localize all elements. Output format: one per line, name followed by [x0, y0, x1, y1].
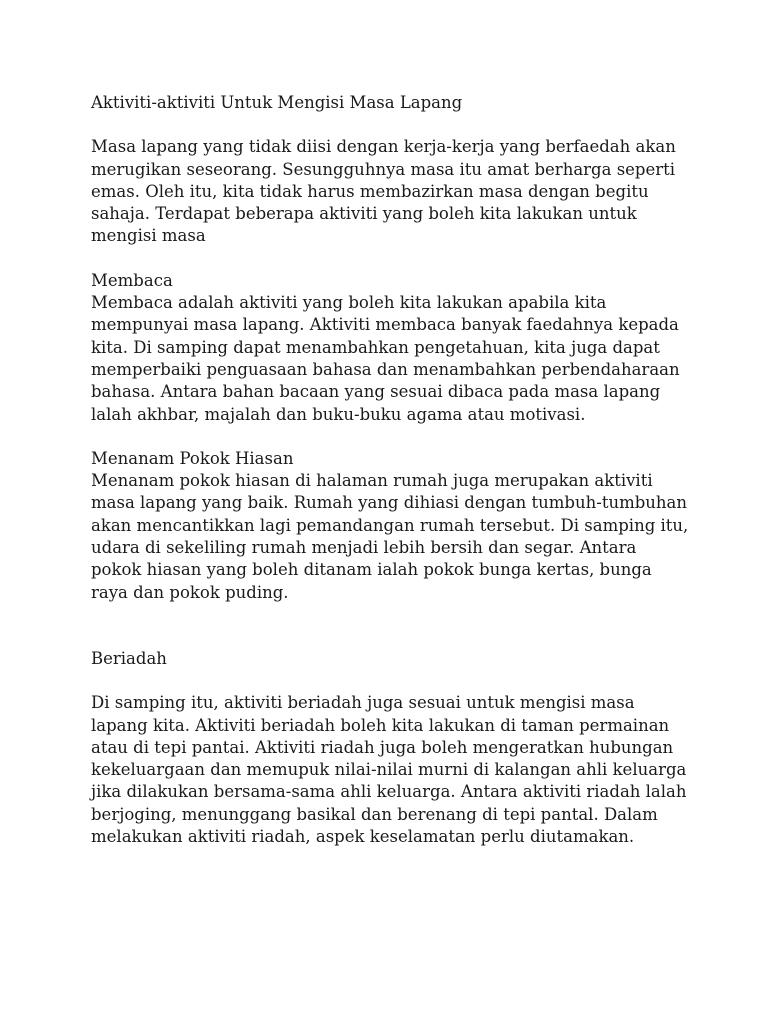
document-page [91, 92, 691, 870]
section-body-menanam-pokok-hiasan: Menanam pokok hiasan di halaman rumah juga merupakan aktiviti masa lapang yang baik. Rumah yang dihiasi dengan tumbuh-tumbuhan akan mencantikkan lagi pemandangan rumah tersebut. Di samping itu, udara di sekeliling rumah menjadi lebih bersih dan segar. Antara pokok hiasan yang boleh ditanam ialah pokok bunga kertas, bunga raya dan pokok puding. [91, 471, 689, 602]
section-heading-menanam-pokok-hiasan: Menanam Pokok Hiasan [91, 448, 294, 468]
intro-paragraph: Masa lapang yang tidak diisi dengan kerja-kerja yang berfaedah akan merugikan seseorang. Sesungguhnya masa itu amat berharga seperti emas. Oleh itu, kita tidak harus membazirkan masa dengan begitu sahaja. Terdapat beberapa aktiviti yang boleh kita lakukan untuk mengisi masa [91, 137, 676, 246]
section-body-beriadah: Di samping itu, aktiviti beriadah juga sesuai untuk mengisi masa lapang kita. Aktiviti beriadah boleh kita lakukan di taman permainan atau di tepi pantai. Aktiviti riadah juga boleh mengeratkan hubungan kekeluargaan dan memupuk nilai-nilai murni di kalangan ahli keluarga jika dilakukan bersama-sama ahli keluarga. Antara aktiviti riadah lalah berjoging, menunggang basikal dan berenang di tepi pantal. Dalam melakukan aktiviti riadah, aspek keselamatan perlu diutamakan. [91, 693, 687, 847]
section-body-membaca: Membaca adalah aktiviti yang boleh kita lakukan apabila kita mempunyai masa lapang. Aktiviti membaca banyak faedahnya kepada kita. Di samping dapat menambahkan pengetahuan, kita juga dapat memperbaiki penguasaan bahasa dan menambahkan perbendaharaan bahasa. Antara bahan bacaan yang sesuai dibaca pada masa lapang lalah akhbar, majalah dan buku-buku agama atau motivasi. [91, 293, 680, 424]
document-title: Aktiviti-aktiviti Untuk Mengisi Masa Lapang [91, 93, 463, 112]
blank-line-spacer [91, 626, 691, 648]
section-heading-membaca: Membaca [91, 270, 173, 290]
section-heading-beriadah: Beriadah [91, 648, 167, 668]
